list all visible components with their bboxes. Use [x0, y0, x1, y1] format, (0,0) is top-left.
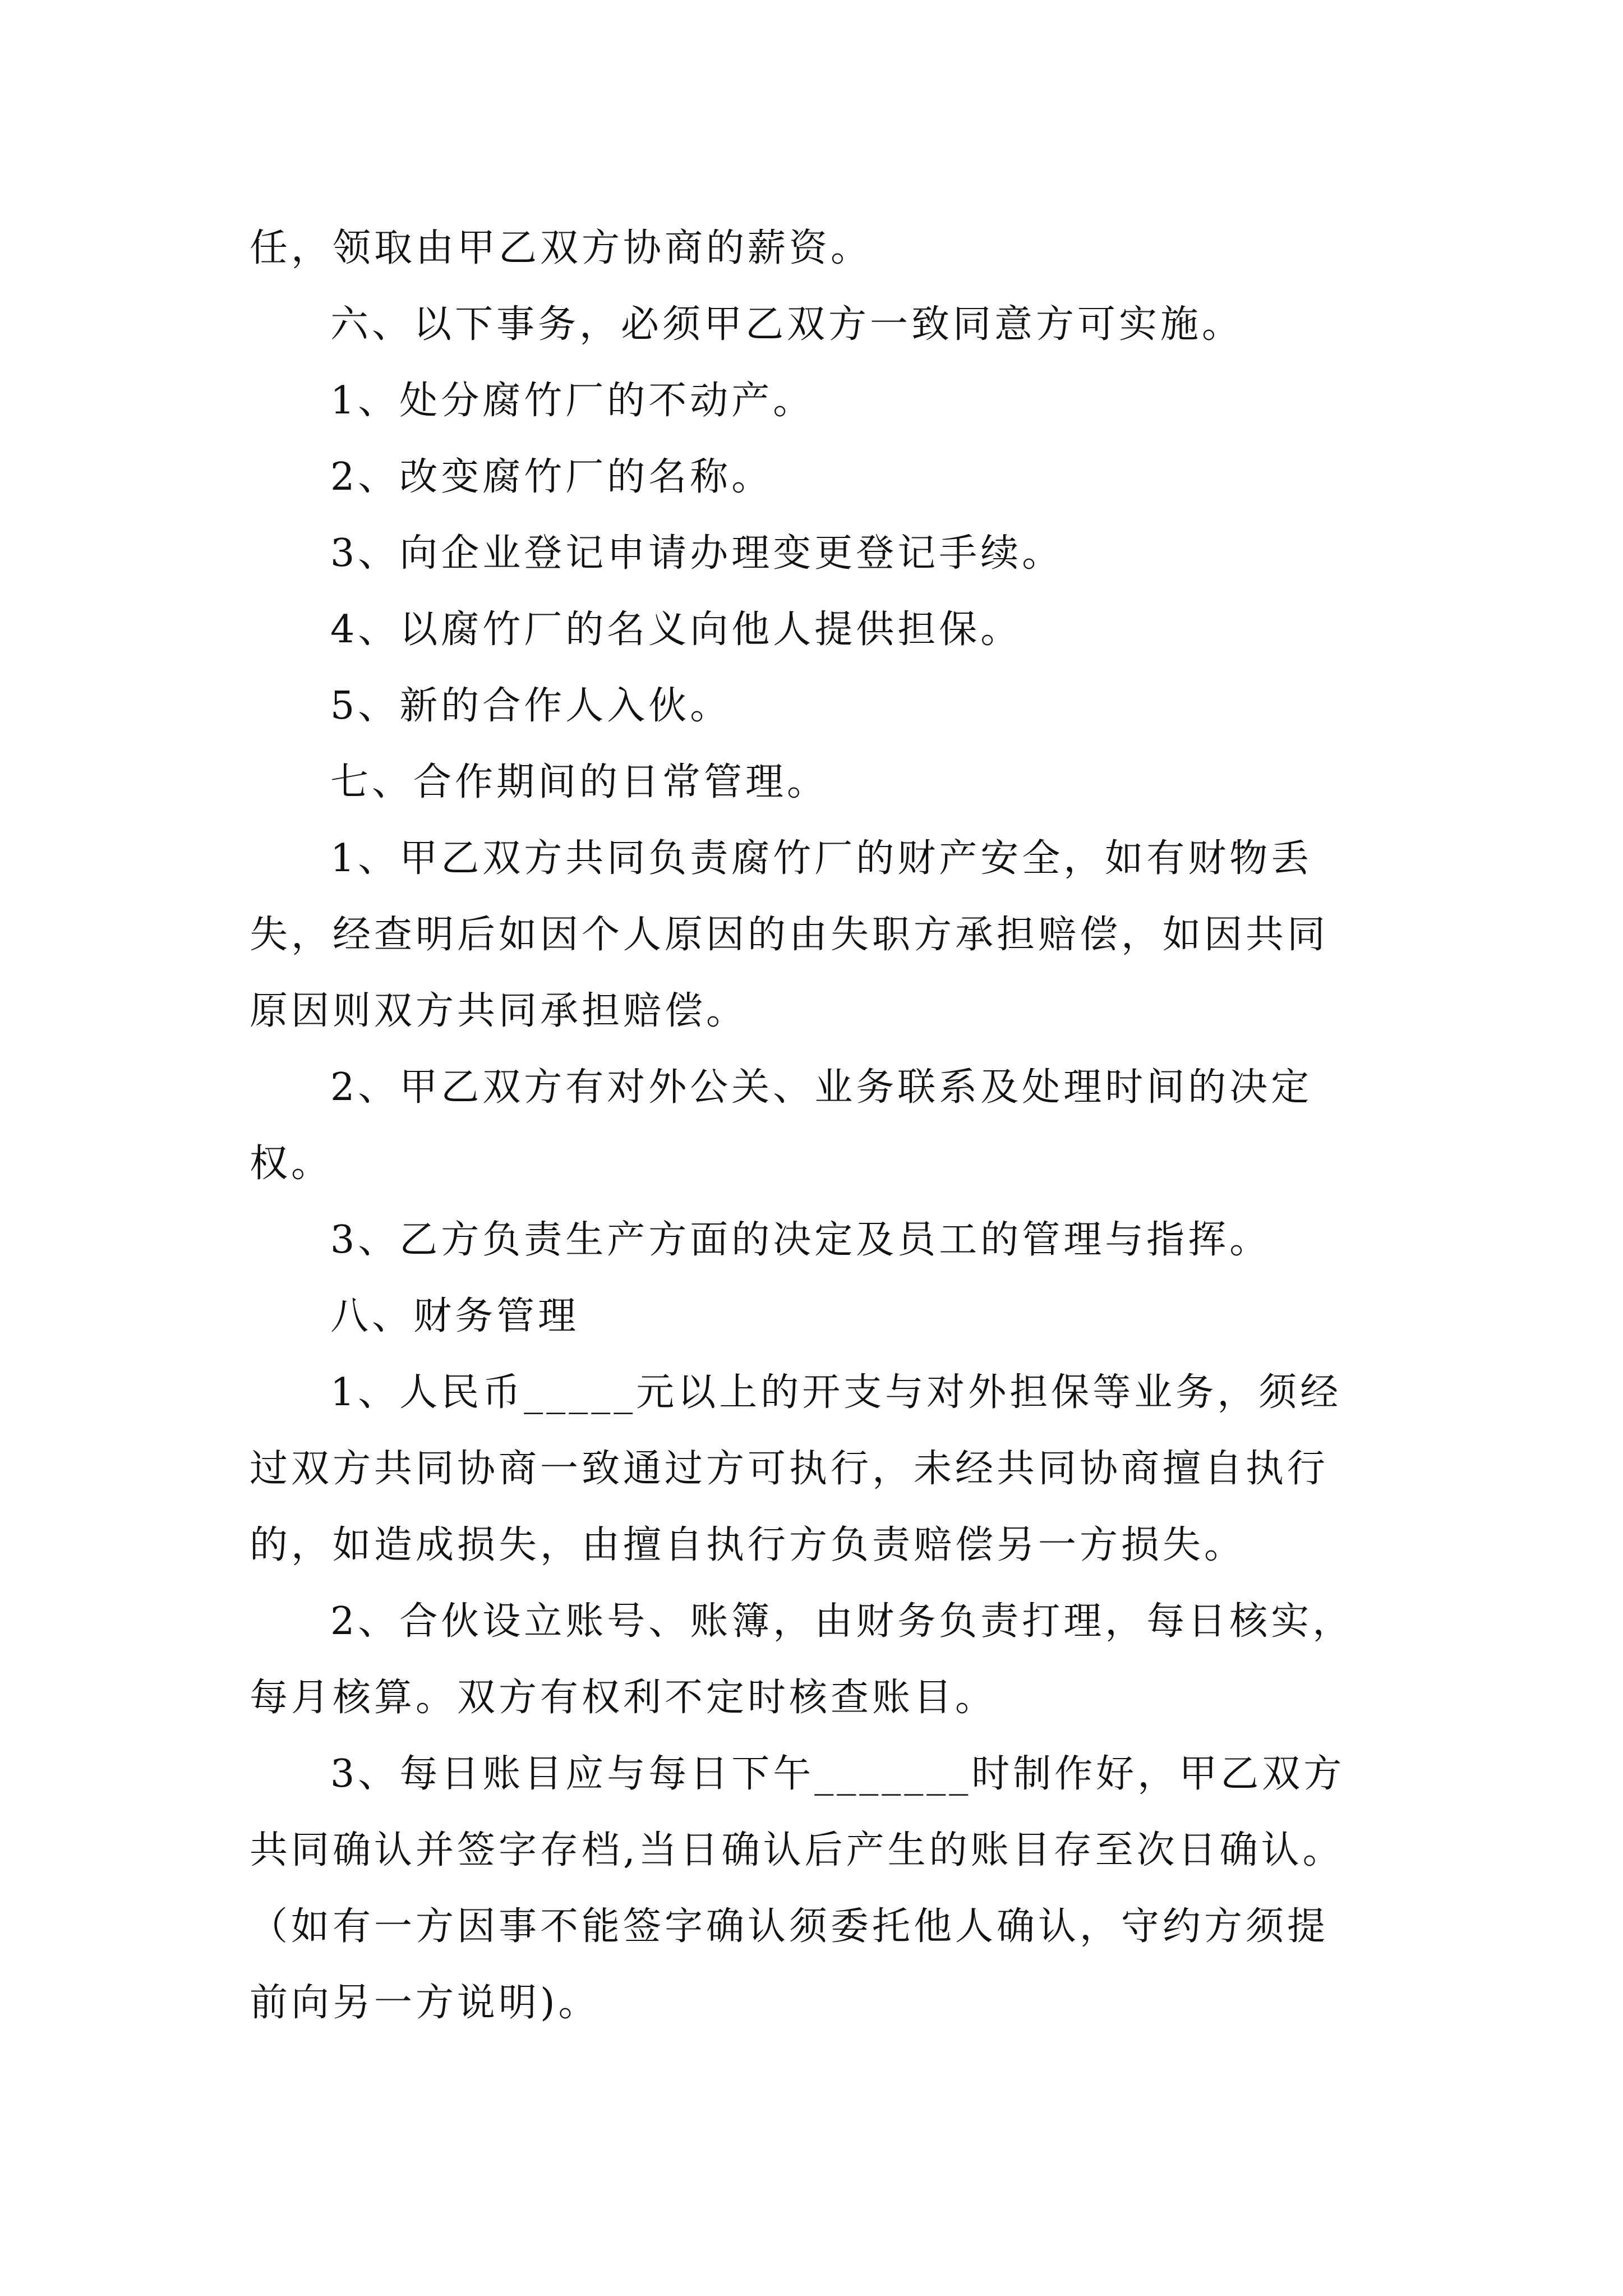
paragraph-line: 3、乙方负责生产方面的决定及员工的管理与指挥。 [330, 1218, 1271, 1262]
paragraph-line: 共同确认并签字存档,当日确认后产生的账目存至次日确认。 [250, 1828, 1344, 1872]
document-body [250, 210, 1388, 2041]
list-item: 5、新的合作人入伙。 [330, 684, 732, 728]
paragraph-line: 失，经查明后如因个人原因的由失职方承担赔偿，如因共同 [250, 913, 1329, 957]
paragraph-line: 1、人民币_____元以上的开支与对外担保等业务，须经 [330, 1370, 1342, 1415]
paragraph-line: 的，如造成损失，由擅自执行方负责赔偿另一方损失。 [250, 1523, 1246, 1567]
list-item: 3、向企业登记申请办理变更登记手续。 [330, 531, 1064, 576]
list-item: 2、改变腐竹厂的名称。 [330, 455, 773, 499]
paragraph-line: 原因则双方共同承担赔偿。 [250, 989, 748, 1033]
paragraph-line: 3、每日账目应与每日下午_______时制作好，甲乙双方 [330, 1752, 1345, 1796]
paragraph-line: 过双方共同协商一致通过方可执行，未经共同协商擅自执行 [250, 1447, 1329, 1491]
paragraph-line: 2、甲乙双方有对外公关、业务联系及处理时间的决定 [330, 1065, 1313, 1110]
text-line: 任，领取由甲乙双方协商的薪资。 [250, 226, 873, 270]
paragraph-line: 权。 [250, 1142, 333, 1186]
section-heading: 六、以下事务，必须甲乙双方一致同意方可实施。 [330, 302, 1244, 347]
list-item: 4、以腐竹厂的名义向他人提供担保。 [330, 608, 1022, 652]
paragraph-line: 2、合伙设立账号、账簿，由财务负责打理，每日核实， [330, 1599, 1354, 1644]
paragraph-line: （如有一方因事不能签字确认须委托他人确认，守约方须提 [250, 1904, 1329, 1949]
paragraph-line: 前向另一方说明)。 [250, 1981, 600, 2025]
section-heading: 七、合作期间的日常管理。 [330, 760, 829, 804]
paragraph-line: 1、甲乙双方共同负责腐竹厂的财产安全，如有财物丢 [330, 836, 1313, 881]
list-item: 1、处分腐竹厂的不动产。 [330, 379, 815, 423]
section-heading: 八、财务管理 [330, 1294, 580, 1338]
paragraph-line: 每月核算。双方有权利不定时核查账目。 [250, 1676, 997, 1720]
